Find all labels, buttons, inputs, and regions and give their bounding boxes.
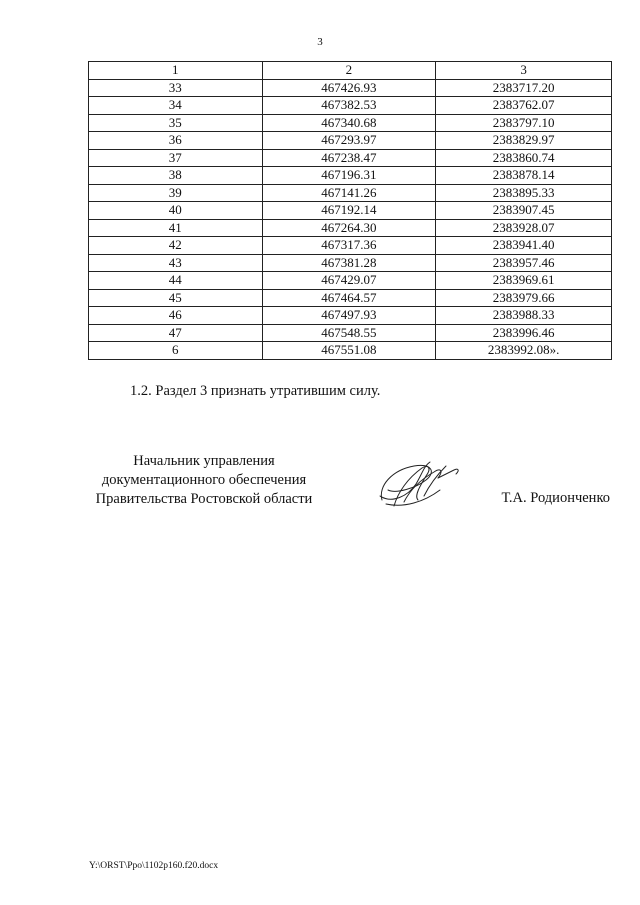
- table-row: [89, 237, 612, 255]
- signatory-position-line: Правительства Ростовской области: [95, 491, 313, 507]
- table-cell: 467196.31: [262, 167, 436, 185]
- table-cell: 467141.26: [262, 184, 436, 202]
- signatory-position-line: документационного обеспечения: [101, 472, 307, 488]
- table-cell: 467497.93: [262, 307, 436, 325]
- column-header: 1: [89, 62, 263, 80]
- table-cell: 2383907.45: [436, 202, 612, 220]
- table-cell: 467429.07: [262, 272, 436, 290]
- table-cell: 35: [89, 114, 263, 132]
- table-cell: 45: [89, 289, 263, 307]
- table-row: [89, 272, 612, 290]
- table-cell: 467426.93: [262, 79, 436, 97]
- table-cell: 37: [89, 149, 263, 167]
- table-row: [89, 79, 612, 97]
- table-row: [89, 307, 612, 325]
- table-cell: 2383992.08».: [436, 342, 612, 360]
- table-cell: 2383941.40: [436, 237, 612, 255]
- table-row: [89, 324, 612, 342]
- table-cell: 467551.08: [262, 342, 436, 360]
- table-cell: 2383860.74: [436, 149, 612, 167]
- table-cell: 36: [89, 132, 263, 150]
- table-cell: 34: [89, 97, 263, 115]
- table-row: [89, 132, 612, 150]
- table-header-row: [89, 62, 612, 80]
- clause-text: 1.2. Раздел 3 признать утратившим силу.: [130, 383, 381, 399]
- table-cell: 467340.68: [262, 114, 436, 132]
- table-cell: 42: [89, 237, 263, 255]
- table-cell: 40: [89, 202, 263, 220]
- table-row: [89, 342, 612, 360]
- table-cell: 467464.57: [262, 289, 436, 307]
- table-cell: 467381.28: [262, 254, 436, 272]
- table-cell: 47: [89, 324, 263, 342]
- table-row: [89, 97, 612, 115]
- table-cell: 2383957.46: [436, 254, 612, 272]
- table-cell: 467382.53: [262, 97, 436, 115]
- table-cell: 39: [89, 184, 263, 202]
- signatory-name: Т.А. Родионченко: [501, 490, 610, 506]
- table-cell: 33: [89, 79, 263, 97]
- table-cell: 467192.14: [262, 202, 436, 220]
- table-row: [89, 167, 612, 185]
- handwritten-signature: [374, 456, 464, 512]
- table-cell: 467238.47: [262, 149, 436, 167]
- table-cell: 2383996.46: [436, 324, 612, 342]
- table-cell: 2383762.07: [436, 97, 612, 115]
- table-row: [89, 114, 612, 132]
- table-row: [89, 149, 612, 167]
- page-number: 3: [317, 36, 323, 48]
- table-cell: 467293.97: [262, 132, 436, 150]
- table-cell: 467264.30: [262, 219, 436, 237]
- table-cell: 2383829.97: [436, 132, 612, 150]
- table-cell: 43: [89, 254, 263, 272]
- table-cell: 38: [89, 167, 263, 185]
- table-cell: 46: [89, 307, 263, 325]
- table-row: [89, 254, 612, 272]
- signatory-position: [88, 452, 320, 509]
- table-cell: 2383797.10: [436, 114, 612, 132]
- table-cell: 2383969.61: [436, 272, 612, 290]
- table-cell: 2383717.20: [436, 79, 612, 97]
- signatory-position-line: Начальник управления: [133, 453, 275, 469]
- table-row: [89, 202, 612, 220]
- table-cell: 2383988.33: [436, 307, 612, 325]
- table-row: [89, 289, 612, 307]
- table-row: [89, 219, 612, 237]
- coordinates-table: [88, 61, 612, 360]
- table-cell: 2383979.66: [436, 289, 612, 307]
- table-cell: 2383895.33: [436, 184, 612, 202]
- file-path-footer: Y:\ORST\Ppo\1102p160.f20.docx: [89, 861, 219, 871]
- table-cell: 6: [89, 342, 263, 360]
- table-cell: 2383928.07: [436, 219, 612, 237]
- column-header: 2: [262, 62, 436, 80]
- table-body: [89, 79, 612, 359]
- table-cell: 41: [89, 219, 263, 237]
- table-cell: 44: [89, 272, 263, 290]
- column-header: 3: [436, 62, 612, 80]
- table-cell: 467548.55: [262, 324, 436, 342]
- table-row: [89, 184, 612, 202]
- table-cell: 2383878.14: [436, 167, 612, 185]
- table-cell: 467317.36: [262, 237, 436, 255]
